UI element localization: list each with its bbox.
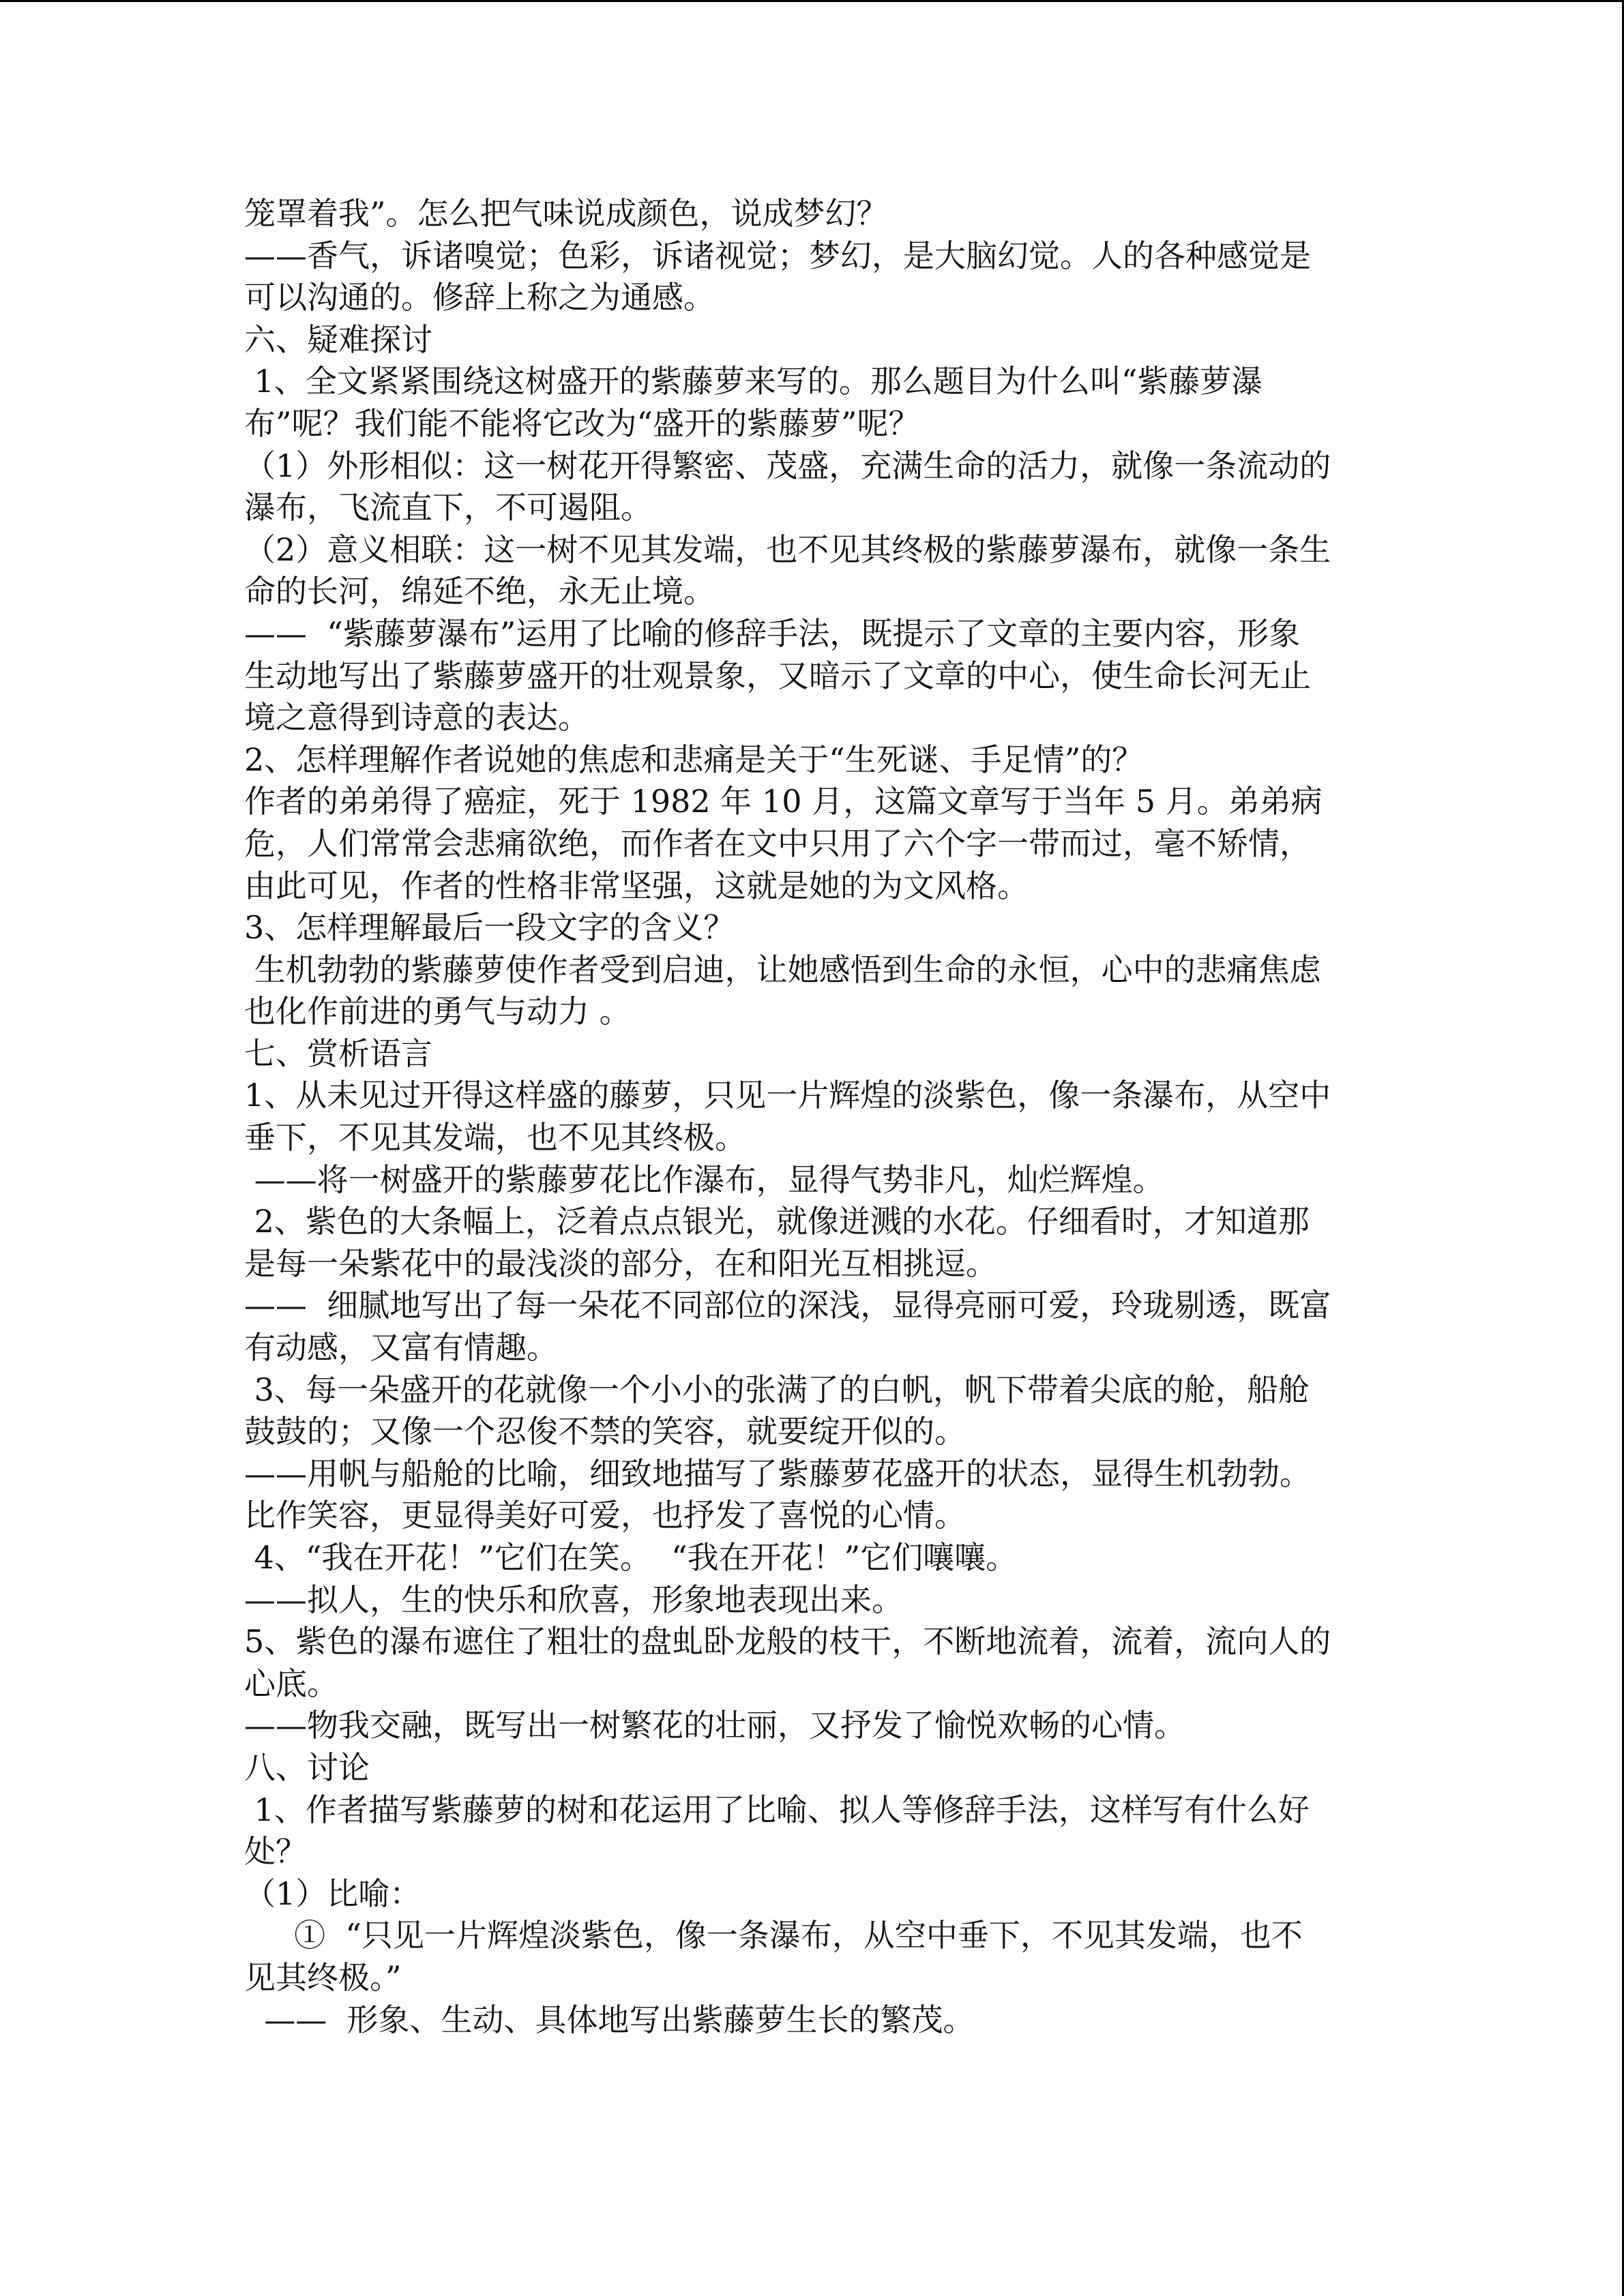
text-line: （1）比喻：	[244, 1875, 422, 1912]
text-line: 3、怎样理解最后一段文字的含义？	[244, 909, 735, 946]
text-line: 布”呢？我们能不能将它改为“盛开的紫藤萝”呢？	[244, 404, 920, 442]
text-line: （1）外形相似：这一树花开得繁密、茂盛，充满生命的活力，就像一条流动的	[244, 447, 1331, 484]
text-line: —— 细腻地写出了每一朵花不同部位的深浅，显得亮丽可爱，玲珑剔透，既富	[244, 1287, 1331, 1324]
top-border-line	[0, 0, 1624, 2]
section-heading: 六、疑难探讨	[244, 320, 432, 358]
text-line: 4、“我在开花！”它们在笑。 “我在开花！”它们嚷嚷。	[244, 1539, 1018, 1576]
text-line: 瀑布，飞流直下，不可遏阻。	[244, 489, 652, 526]
text-line: 2、紫色的大条幅上，泛着点点银光，就像迸溅的水花。仔细看时，才知道那	[244, 1203, 1310, 1240]
text-line: ① “只见一片辉煌淡紫色，像一条瀑布，从空中垂下，不见其发端，也不	[244, 1917, 1303, 1954]
section-heading: 七、赏析语言	[244, 1034, 432, 1072]
text-line: 2、怎样理解作者说她的焦虑和悲痛是关于“生死谜、手足情”的？	[244, 741, 1144, 778]
text-line: 也化作前进的勇气与动力 。	[244, 993, 631, 1030]
text-line: ——拟人，生的快乐和欣喜，形象地表现出来。	[244, 1581, 903, 1618]
text-line: （2）意义相联：这一树不见其发端，也不见其终极的紫藤萝瀑布，就像一条生	[244, 531, 1331, 568]
text-line: 鼓鼓的；又像一个忍俊不禁的笑容，就要绽开似的。	[244, 1413, 966, 1450]
text-line: 1、作者描写紫藤萝的树和花运用了比喻、拟人等修辞手法，这样写有什么好	[244, 1791, 1310, 1828]
text-line: ——将一树盛开的紫藤萝花比作瀑布，显得气势非凡，灿烂辉煌。	[244, 1161, 1164, 1198]
text-line: 可以沟通的。修辞上称之为通感。	[244, 279, 715, 316]
text-line: 危，人们常常会悲痛欲绝，而作者在文中只用了六个字一带而过，毫不矫情，	[244, 824, 1311, 862]
text-line: 5、紫色的瀑布遮住了粗壮的盘虬卧龙般的枝干，不断地流着，流着，流向人的	[244, 1623, 1331, 1660]
text-line: 处？	[244, 1833, 307, 1870]
text-line: 1、从未见过开得这样盛的藤萝，只见一片辉煌的淡紫色，像一条瀑布，从空中	[244, 1077, 1331, 1114]
text-line: 境之意得到诗意的表达。	[244, 699, 589, 736]
text-line: 比作笑容，更显得美好可爱，也抒发了喜悦的心情。	[244, 1497, 966, 1534]
section-heading: 八、讨论	[244, 1748, 370, 1786]
text-line: ——香气，诉诸嗅觉；色彩，诉诸视觉；梦幻，是大脑幻觉。人的各种感觉是	[244, 237, 1311, 274]
text-line: 作者的弟弟得了癌症，死于 1982 年 10 月，这篇文章写于当年 5 月。弟弟病	[244, 783, 1323, 820]
text-line: 1、全文紧紧围绕这树盛开的紫藤萝来写的。那么题目为什么叫“紫藤萝瀑	[244, 363, 1263, 400]
text-line: 有动感，又富有情趣。	[244, 1329, 558, 1367]
document-body	[244, 193, 1383, 2041]
text-line: 生机勃勃的紫藤萝使作者受到启迪，让她感悟到生命的永恒，心中的悲痛焦虑	[244, 951, 1321, 988]
text-line: 由此可见，作者的性格非常坚强，这就是她的为文风格。	[244, 867, 1029, 904]
text-line: 心底。	[244, 1665, 338, 1702]
text-line: 垂下，不见其发端，也不见其终极。	[244, 1119, 746, 1157]
text-line: 生动地写出了紫藤萝盛开的壮观景象，又暗示了文章的中心，使生命长河无止	[244, 657, 1311, 694]
text-line: —— 形象、生动、具体地写出紫藤萝生长的繁茂。	[244, 2001, 975, 2038]
text-line: 是每一朵紫花中的最浅淡的部分，在和阳光互相挑逗。	[244, 1244, 997, 1282]
text-line: 3、每一朵盛开的花就像一个小小的张满了的白帆，帆下带着尖底的舱，船舱	[244, 1371, 1310, 1408]
text-line: 笼罩着我”。怎么把气味说成颜色，说成梦幻？	[244, 195, 888, 232]
text-line: ——用帆与船舱的比喻，细致地描写了紫藤萝花盛开的状态，显得生机勃勃。	[244, 1455, 1311, 1492]
text-line: ——物我交融，既写出一树繁花的壮丽，又抒发了愉悦欢畅的心情。	[244, 1707, 1185, 1744]
text-line: 见其终极。”	[244, 1958, 402, 1996]
text-line: 命的长河，绵延不绝，永无止境。	[244, 573, 715, 610]
text-line: —— “紫藤萝瀑布”运用了比喻的修辞手法，既提示了文章的主要内容，形象	[244, 614, 1301, 652]
